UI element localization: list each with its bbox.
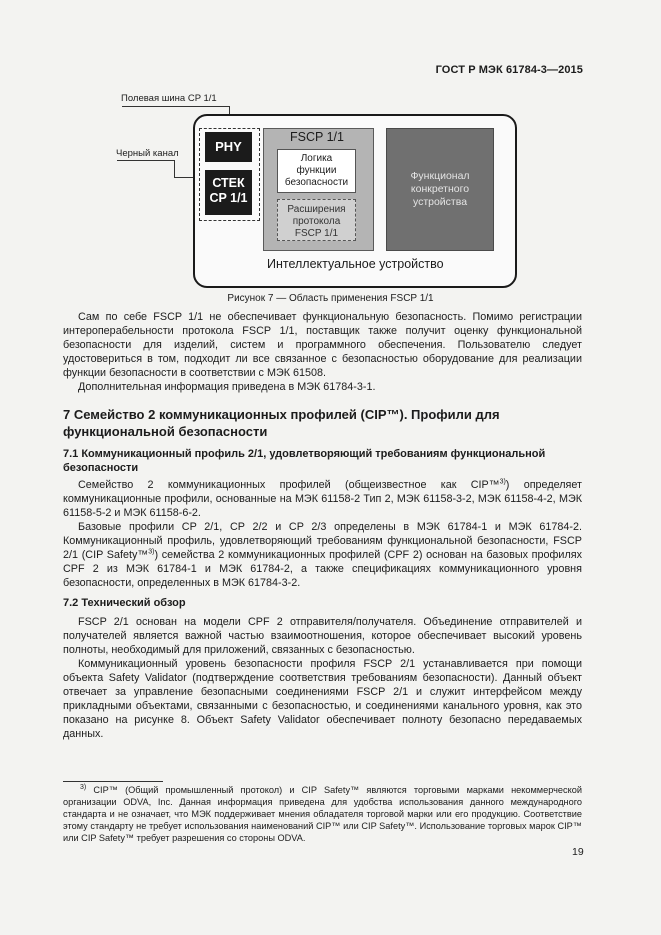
device-function-text [387, 170, 493, 209]
fscp-title: FSCP 1/1 [290, 130, 344, 144]
footnote-text [63, 784, 582, 844]
section-7-1-heading: 7.1 Коммуникационный профиль 2/1, удовлетворяющий требованиям функциональной безопасности [63, 448, 546, 474]
footnote-ref: 3) [148, 548, 155, 556]
stack-label: СТЕК [212, 176, 245, 190]
safety-logic-line-1: Логика [300, 153, 333, 164]
device-function-line-3: устройства [412, 196, 468, 208]
footnote-marker: 3) [80, 783, 87, 791]
section-7-2-body [63, 615, 582, 741]
device-function-line-2: конкретного [410, 183, 470, 195]
footnote-body: CIP™ (Общий промышленный протокол) и CIP Safety™ являются торговыми марками некоммерческой организации ODVA, Inc. Данная информация приведена для удобства использования данного международного стандарта и не означает, что МЭК поддерживает мнения обладателя торговой марки или его продукцию. Соответствие этому стандарту не требует использования наименований CIP™ или CIP Safety™. Использование торговых марок CIP™ или CIP Safety™ требует разрешения со стороны ODVA. [63, 785, 582, 843]
callout-black-channel-diag [174, 160, 175, 178]
section-7-2-heading: 7.2 Технический обзор [63, 597, 186, 609]
protocol-extensions-box [277, 199, 356, 241]
phy-block: PHY [205, 132, 252, 162]
figure-caption: Рисунок 7 — Область применения FSCP 1/1 [227, 293, 434, 304]
safety-logic-line-2: функции [296, 165, 337, 176]
section-7-1-paragraph-1 [63, 478, 582, 520]
intro-paragraph: Сам по себе FSCP 1/1 не обеспечивает функциональную безопасность. Помимо регистрации интероперабельности протокола FSCP 1/1, поставщик также получит оценку функциональной безопасности для изделий, систем и программного обеспечения. Пользователю следует удостовериться в том, подходит ли все связанное с безопасностью оборудование для реализации функции безопасности в соответствии с МЭК 61508. [63, 311, 582, 379]
intro-reference-paragraph: Дополнительная информация приведена в МЭК 61784-3-1. [78, 381, 376, 393]
footnote-rule [63, 781, 163, 782]
section-7-1-paragraph-2 [63, 520, 582, 590]
protocol-extensions-line-3: FSCP 1/1 [294, 228, 339, 239]
section-7-1-body [63, 478, 582, 590]
s71-p1-text-a: Семейство 2 коммуникационных профилей (общеизвестное как CIP™ [78, 479, 500, 491]
section-7-2-paragraph-2: Коммуникационный уровень безопасности профиля FSCP 2/1 устанавливается при помощи объекта Safety Validator (подтверждение соответствия требованиям безопасности). Данный объект отвечает за управление безопасными соединениями FSCP 2/1 и служит интерфейсом между прикладными объектами, связанными с безопасностью, и соединениями канального уровня, как это показано на рисунке 8. Объект Safety Validator обеспечивает полноту безопасно передаваемых данных. [63, 658, 582, 740]
stack-cp-label: CP 1/1 [209, 191, 248, 205]
callout-fieldbus-label: Полевая шина CP 1/1 [121, 93, 217, 104]
figure-7 [0, 0, 661, 304]
page-number: 19 [572, 846, 584, 858]
intro-block [63, 310, 582, 394]
footnote-ref: 3) [499, 478, 506, 486]
callout-black-channel-line [117, 160, 175, 161]
callout-fieldbus-line [122, 106, 230, 107]
section-7-heading: 7 Семейство 2 коммуникационных профилей (CIP™). Профили для функциональной безопасности [63, 407, 500, 439]
device-function-line-1: Функционал [410, 170, 470, 182]
section-7-2-paragraph-1: FSCP 2/1 основан на модели CPF 2 отправителя/получателя. Объединение отправителей и получателей является важной частью взаимоотношения, которое обеспечивает высокий уровень полноты, необходимый для приложений, связанных с безопасностью. [63, 616, 582, 656]
callout-black-channel-label: Черный канал [116, 148, 179, 159]
s71-p1-text-b: ) определяет коммуникационные профили, основанные на МЭК 61158-2 Тип 2, МЭК 61158-3-2, МЭК 61158-4-2, МЭК 61158-5-2 и МЭК 61158-6-2. [63, 479, 582, 519]
intelligent-device-label: Интеллектуальное устройство [267, 257, 444, 271]
stack-block [205, 170, 252, 215]
s71-p2-text-b: ) семейства 2 коммуникационных профилей (CPF 2) основан на базовых профилях CPF 2 из МЭК 61784-1 и МЭК 61784-2, а также спецификациях коммуникационного уровня безопасности, определенных в МЭК 61784-3-2. [63, 549, 582, 589]
safety-logic-box [277, 149, 356, 193]
footnote [63, 784, 582, 844]
device-function-box [386, 128, 494, 251]
protocol-extensions-line-2: протокола [292, 216, 341, 227]
protocol-extensions-line-1: Расширения [287, 204, 346, 215]
s71-p2-text-a: Базовые профили CP 2/1, CP 2/2 и CP 2/3 определены в МЭК 61784-1 и МЭК 61784-2. Коммуникационный профиль, удовлетворяющий требованиям функциональной безопасности, FSCP 2/1 (CIP Safety™ [63, 521, 582, 561]
page-header: ГОСТ Р МЭК 61784-3—2015 [435, 64, 583, 76]
safety-logic-line-3: безопасности [284, 177, 349, 188]
